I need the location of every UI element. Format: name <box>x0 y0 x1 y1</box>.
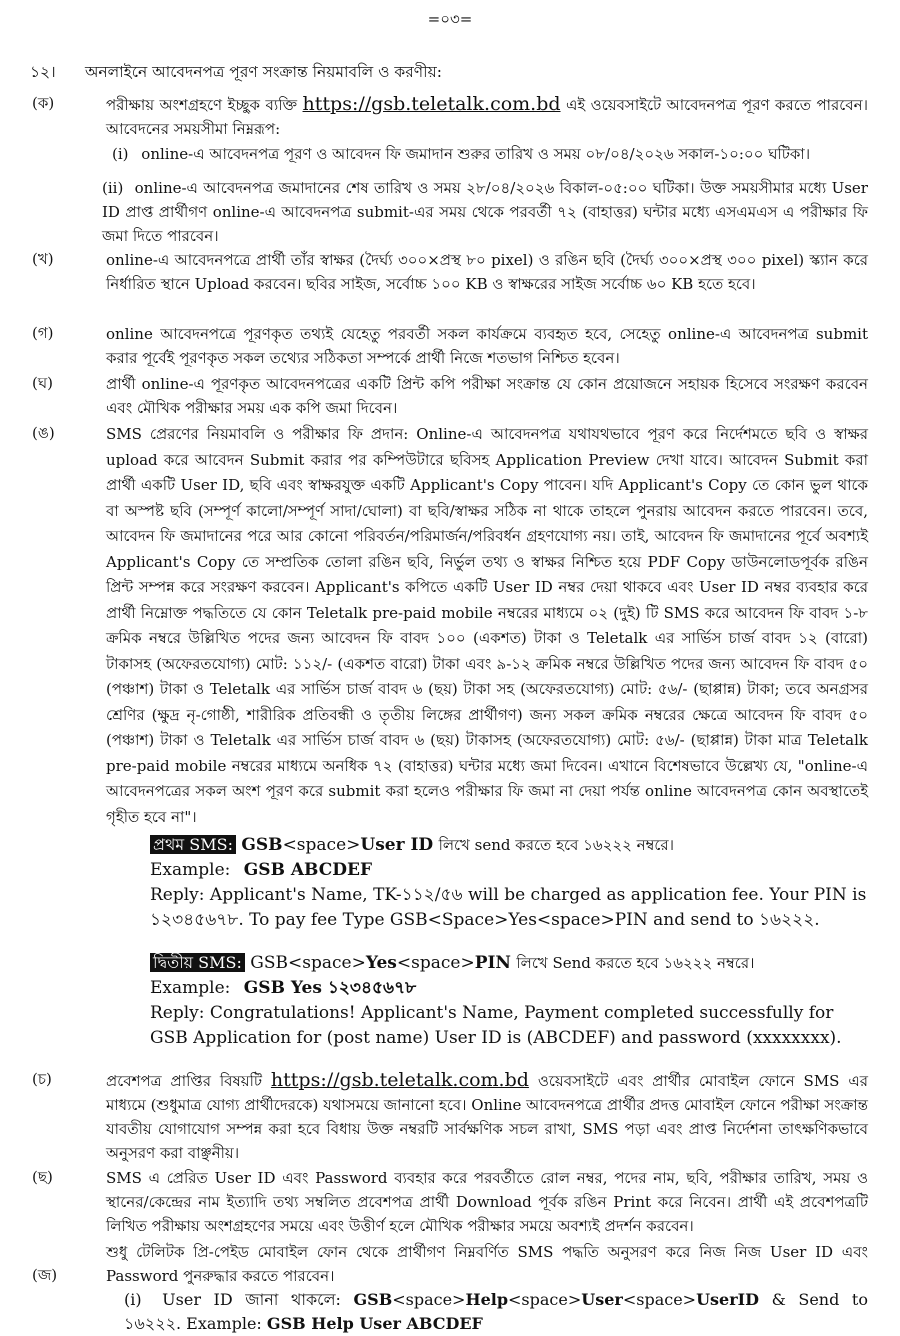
item-label: (ক) <box>32 94 55 112</box>
sms-first-tag: প্রথম SMS: <box>150 835 236 854</box>
item-body <box>106 92 868 141</box>
website-link[interactable]: https://gsb.teletalk.com.bd <box>302 93 561 115</box>
sms-keyword: Yes <box>365 953 397 973</box>
item-text: online আবেদনপত্রে পূরণকৃত তথ্যই যেহেতু পরবর্তী সকল কার্যক্রমে ব্যবহৃত হবে, সেহেতু online-এ আবেদনপত্র submit করার পূর্বেই পূরণকৃত সকল তথ্যের সঠিকতা সম্পর্কে প্রার্থী নিজে শতভাগ নিশ্চিত হবেন। <box>106 325 868 367</box>
sms-keyword: GSB <box>250 953 289 973</box>
sms-instruction: লিখে Send করতে হবে ১৬২২২ নম্বরে। <box>516 954 755 972</box>
sms-second-example <box>150 976 870 1001</box>
item-text: online-এ আবেদনপত্রে প্রার্থী তাঁর স্বাক্ষর (দৈর্ঘ্য ৩০০×প্রস্থ ৮০ pixel) ও রঙিন ছবি (দৈর্ঘ্য ৩০০×প্রস্থ ৩০০ pixel) স্ক্যান করে নির্ধারিত স্থানে Upload করবেন। ছবির সাইজ, সর্বোচ্চ ১০০ KB ও স্বাক্ষরের সাইজ সর্বোচ্চ ৬০ KB হতে হবে। <box>106 251 868 293</box>
sms-keyword: User ID <box>360 835 434 855</box>
sub-item-i <box>112 142 868 166</box>
section-number: ১২। <box>30 63 56 81</box>
sub-item-label: (i) <box>112 145 129 163</box>
sub-item-label: (ii) <box>102 179 124 197</box>
sms-first-example <box>150 858 870 883</box>
sms-first-reply: Reply: Applicant's Name, TK-১১২/৫৬ will be charged as application fee. Your PIN is ১২৩৪৫৬৭৮. To pay fee Type GSB<Space>Yes<space>PIN and send to ১৬২২২. <box>150 885 867 930</box>
item-gha <box>32 372 868 420</box>
sub-item-text: & Send to ১৬২২২. Example: <box>124 1290 868 1333</box>
sms-space: <space> <box>396 953 475 973</box>
section-heading <box>30 60 870 86</box>
item-umo <box>32 422 868 830</box>
item-label: (চ) <box>32 1070 52 1088</box>
item-label: (জ) <box>32 1266 58 1284</box>
item-label: (গ) <box>32 324 54 342</box>
sub-item-label: (i) <box>124 1290 142 1309</box>
sms-instruction: লিখে send করতে হবে ১৬২২২ নম্বরে। <box>438 836 675 854</box>
page-number: =০৩= <box>427 10 473 28</box>
sms-second-tag: দ্বিতীয় SMS: <box>150 953 245 972</box>
sms-keyword: UserID <box>696 1290 759 1309</box>
item-label: (ঙ) <box>32 424 55 442</box>
item-text: ওয়েবসাইটে এবং প্রার্থীর মোবাইল ফোনে SMS এর মাধ্যমে (শুধুমাত্র যোগ্য প্রার্থীদেরকে) যথাসময়ে জানানো হবে। Online আবেদনপত্রে প্রার্থীর প্রদত্ত মোবাইল ফোনে পরীক্ষা সংক্রান্ত যাবতীয় যোগাযোগ সম্পন্ন করা হবে বিধায় উক্ত নম্বরটি সার্বক্ষণিক সচল রাখা, SMS পড়া এবং প্রাপ্ত নির্দেশনা তাৎক্ষণিকভাবে অনুসরণ করা বাঞ্ছনীয়। <box>106 1072 868 1162</box>
sms-keyword: User <box>581 1290 623 1309</box>
item-text: প্রবেশপত্র প্রাপ্তির বিষয়টি <box>106 1072 263 1090</box>
item-text: প্রার্থী online-এ পূরণকৃত আবেদনপত্রের একটি প্রিন্ট কপি পরীক্ষা সংক্রান্ত যে কোন প্রয়োজনে সহায়ক হিসেবে সংরক্ষণ করবেন এবং মৌখিক পরীক্ষার সময় এক কপি জমা দিবেন। <box>106 375 868 417</box>
sms-space: <space> <box>288 953 366 973</box>
sms-second-block <box>150 950 870 1051</box>
item-text: SMS প্রেরণের নিয়মাবলি ও পরীক্ষার ফি প্রদান: Online-এ আবেদনপত্র যথাযথভাবে পূরণ করে নির্দেশমতে ছবি ও স্বাক্ষর upload করে আবেদন Submit করার পর কম্পিউটারে ছবিসহ Application Preview দেখা যাবে। আবেদন Submit করা প্রার্থী একটি User ID, ছবি এবং স্বাক্ষরযুক্ত একটি Applicant's Copy পাবেন। যদি Applicant's Copy তে কোন ভুল থাকে বা অস্পষ্ট ছবি (সম্পূর্ণ কালো/সম্পূর্ণ সাদা/ঘোলা) বা ছবি/স্বাক্ষর সঠিক না থাকে তাহলে পুনরায় আবেদন করতে পারবেন। তবে, আবেদন ফি জমাদানের পরে আর কোনো পরিবর্তন/পরিমার্জন/পরিবর্ধন গ্রহণযোগ্য নয়। তাই, আবেদন ফি জমাদানের পূর্বে অবশ্যই Applicant's Copy তে সম্প্রতিক তোলা রঙিন ছবি, নির্ভুল তথ্য ও স্বাক্ষর নিশ্চিত হয়ে PDF Copy ডাউনলোডপূর্বক রঙিন প্রিন্ট সম্পন্ন করে সংরক্ষণ করবেন। Applicant's কপিতে একটি User ID নম্বর দেয়া থাকবে এবং User ID নম্বর ব্যবহার করে প্রার্থী নিম্নোক্ত পদ্ধতিতে যে কোন Teletalk pre-paid mobile নম্বরের মাধ্যমে ০২ (দুই) টি SMS করে আবেদন ফি বাবদ ১-৮ ক্রমিক নম্বরে উল্লিখিত পদের জন্য আবেদন ফি বাবদ ১০০ (একশত) টাকা ও Teletalk এর সার্ভিস চার্জ বাবদ ১২ (বারো) টাকাসহ (অফেরতযোগ্য) মোট: ১১২/- (একশত বারো) টাকা এবং ৯-১২ ক্রমিক নম্বরে উল্লিখিত পদের জন্য আবেদন ফি বাবদ ৫০ (পঞ্চাশ) টাকা ও Teletalk এর সার্ভিস চার্জ বাবদ ৬ (ছয়) টাকা সহ (অফেরতযোগ্য) মোট: ৫৬/- (ছাপ্পান্ন) টাকা; তবে অনগ্রসর শ্রেণির (ক্ষুদ্র নৃ-গোষ্ঠী, শারীরিক প্রতিবন্ধী ও তৃতীয় লিঙ্গের প্রার্থীগণ) জন্য সকল ক্রমিক নম্বরের ক্ষেত্রে আবেদন ফি বাবদ ৫০ (পঞ্চাশ) টাকা ও Teletalk এর সার্ভিস চার্জ বাবদ ৬ (ছয়) টাকাসহ (অফেরতযোগ্য) মোট: ৫৬/- (ছাপ্পান্ন) টাকা মাত্র Teletalk pre-paid mobile নম্বরের মাধ্যমে অনধিক ৭২ (বাহাত্তর) ঘন্টার মধ্যে জমা দিবেন। এখানে বিশেষভাবে উল্লেখ্য যে, "online-এ আবেদনপত্রের সকল অংশ পূরণ করে submit করা হলেও পরীক্ষার ফি জমা না দেয়া পর্যন্ত online আবেদনপত্র কোন অবস্থাতেই গৃহীত হবে না"। <box>106 425 868 826</box>
item-label: (ঘ) <box>32 374 53 392</box>
sms-keyword: GSB <box>241 835 283 855</box>
sub-item-text: User ID জানা থাকলে: <box>162 1290 341 1309</box>
sms-second-reply: Reply: Congratulations! Applicant's Name, Payment completed successfully for GSB Application for (post name) User ID is (ABCDEF) and password (xxxxxxxx). <box>150 1003 842 1048</box>
sms-space: <space> <box>392 1290 466 1309</box>
section-title: অনলাইনে আবেদনপত্র পূরণ সংক্রান্ত নিয়মাবলি ও করণীয়: <box>84 63 442 81</box>
item-ja <box>32 1240 868 1333</box>
sms-second-command <box>150 950 870 976</box>
sms-space: <space> <box>622 1290 697 1309</box>
sms-first-command <box>150 832 870 858</box>
sub-item-text: online-এ আবেদনপত্র পূরণ ও আবেদন ফি জমাদান শুরুর তারিখ ও সময় ০৮/০৪/২০২৬ সকাল-১০:০০ ঘটিকা। <box>141 145 811 163</box>
sms-keyword: Help <box>465 1290 509 1309</box>
item-text: পরীক্ষায় অংশগ্রহণে ইচ্ছুক ব্যক্তি <box>106 96 298 114</box>
item-chha <box>32 1166 868 1238</box>
item-label: (ছ) <box>32 1168 53 1186</box>
sms-space: <space> <box>282 835 361 855</box>
item-kha <box>32 248 868 318</box>
sub-item-ii <box>102 176 868 248</box>
item-ga <box>32 322 868 370</box>
example-label: Example: <box>150 860 231 880</box>
sms-keyword: PIN <box>474 953 511 973</box>
example-value: GSB Help User ABCDEF <box>266 1314 483 1333</box>
item-text: শুধু টেলিটক প্রি-পেইড মোবাইল ফোন থেকে প্রার্থীগণ নিম্নবর্ণিত SMS পদ্ধতি অনুসরণ করে নিজ নিজ User ID এবং Password পুনরুদ্ধার করতে পারবেন। <box>106 1243 868 1285</box>
sms-first-block <box>150 832 870 933</box>
website-link[interactable]: https://gsb.teletalk.com.bd <box>270 1069 529 1091</box>
item-body <box>106 1068 868 1165</box>
example-value: GSB Yes ১২৩৪৫৬৭৮ <box>243 978 417 998</box>
example-value: GSB ABCDEF <box>243 860 373 880</box>
item-label: (খ) <box>32 250 54 268</box>
sub-item-text: online-এ আবেদনপত্র জমাদানের শেষ তারিখ ও সময় ২৮/০৪/২০২৬ বিকাল-০৫:০০ ঘটিকা। উক্ত সময়সীমার মধ্যে User ID প্রাপ্ত প্রার্থীগণ online-এ আবেদনপত্র submit-এর সময় থেকে পরবর্তী ৭২ (বাহাত্তর) ঘন্টার মধ্যে এসএমএস এ পরীক্ষার ফি জমা দিতে পারবেন। <box>102 179 868 245</box>
item-cha <box>32 1068 868 1164</box>
sms-space: <space> <box>508 1290 582 1309</box>
example-label: Example: <box>150 978 231 998</box>
sms-keyword: GSB <box>353 1290 393 1309</box>
item-text: SMS এ প্রেরিত User ID এবং Password ব্যবহার করে পরবর্তীতে রোল নম্বর, পদের নাম, ছবি, পরীক্ষার তারিখ, সময় ও স্থানের/কেন্দ্রের নাম ইত্যাদি তথ্য সম্বলিত প্রবেশপত্র প্রার্থী Download পূর্বক রঙিন Print করে নিবেন। প্রার্থী এই প্রবেশপত্রটি লিখিত পরীক্ষায় অংশগ্রহণের সময়ে এবং উত্তীর্ণ হলে মৌখিক পরীক্ষার সময়ে অবশ্যই প্রদর্শন করবেন। <box>106 1169 868 1235</box>
item-text: এই ওয়েবসাইটে আবেদনপত্র পূরণ করতে পারবেন। আবেদনের সময়সীমা নিম্নরূপ: <box>106 96 868 138</box>
